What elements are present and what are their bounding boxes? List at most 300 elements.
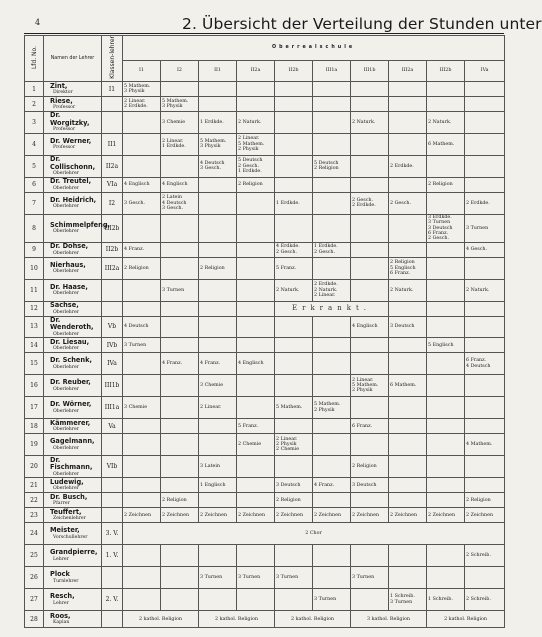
- teacher-cell: [44, 316, 102, 338]
- hours-cell: 5 Franz.: [237, 419, 275, 434]
- hours-cell: [161, 589, 199, 611]
- hours-cell: 5 Mathem. 3 Physik: [123, 82, 161, 97]
- row-number: 3: [25, 112, 44, 134]
- hours-cell: [237, 301, 275, 316]
- hours-cell: [123, 375, 161, 397]
- teacher-role: Oberlehrer: [53, 309, 79, 315]
- hours-cell: [237, 214, 275, 242]
- hours-cell: [389, 214, 427, 242]
- teacher-cell: [44, 353, 102, 375]
- teacher-cell: [44, 419, 102, 434]
- header-rule: [24, 33, 504, 34]
- table-row: [25, 257, 505, 279]
- hours-cell: [427, 242, 465, 257]
- hours-cell: 2 Religion: [199, 257, 237, 279]
- teacher-role: Oberlehrer: [53, 346, 79, 352]
- hours-cell: 4 Englisch: [351, 316, 389, 338]
- teacher-cell: [44, 456, 102, 478]
- teacher-role: Oberlehrer: [53, 408, 79, 414]
- hours-cell: [389, 82, 427, 97]
- teacher-role: Oberlehrer: [53, 269, 79, 275]
- hours-cell: [351, 589, 389, 611]
- hours-cell: 4 Mathem.: [465, 434, 505, 456]
- row-number: 14: [25, 338, 44, 353]
- table-row: [25, 338, 505, 353]
- klassenlehrer-cell: III2a: [102, 257, 123, 279]
- header-row-1: [25, 36, 505, 61]
- hours-cell: 2 Chemie: [237, 434, 275, 456]
- hours-cell: 3 Gesch.: [123, 192, 161, 214]
- hours-cell: 2 Linear. 5 Mathem. 2 Physik: [237, 133, 275, 155]
- class-header: III2b: [427, 60, 465, 82]
- hours-cell: [161, 338, 199, 353]
- hours-cell: 2 Zeichnen: [237, 508, 275, 523]
- hours-cell: 1 Schreib.: [427, 589, 465, 611]
- hours-cell: [123, 214, 161, 242]
- hours-cell: [389, 456, 427, 478]
- hours-cell: [161, 567, 199, 589]
- erkrankt-note: Erkrankt.: [275, 301, 389, 316]
- table-row: [25, 214, 505, 242]
- hours-cell: [313, 133, 351, 155]
- class-header: III1a: [313, 60, 351, 82]
- klassenlehrer-cell: Vb: [102, 316, 123, 338]
- hours-cell: 6 Franz. 4 Deutsch: [465, 353, 505, 375]
- hours-cell: [199, 177, 237, 192]
- teacher-name: Gagelmann,: [50, 437, 95, 446]
- hours-cell: [389, 112, 427, 134]
- klassenlehrer-cell: [102, 478, 123, 493]
- hours-cell: [123, 493, 161, 508]
- hours-cell: [389, 97, 427, 112]
- hours-cell: 4 Gesch.: [465, 242, 505, 257]
- teacher-cell: [44, 192, 102, 214]
- hours-cell: [237, 456, 275, 478]
- teacher-name: Dr. Treutel,: [50, 177, 92, 186]
- hours-cell: [161, 257, 199, 279]
- row-number: 22: [25, 493, 44, 508]
- hours-cell: 1 Englisch: [199, 478, 237, 493]
- hours-cell: [351, 133, 389, 155]
- hours-cell: [389, 434, 427, 456]
- hours-cell: [237, 316, 275, 338]
- hours-cell: [389, 242, 427, 257]
- hours-cell: [123, 279, 161, 301]
- hours-cell: [465, 257, 505, 279]
- hours-cell: 4 Erdkde. 2 Gesch.: [275, 242, 313, 257]
- teacher-role: Pfarrer: [53, 501, 70, 507]
- teacher-name: Dr. Heidrich,: [50, 195, 97, 204]
- class-header: I1: [123, 60, 161, 82]
- klassenlehrer-cell: [102, 611, 123, 628]
- hours-cell: 2 Zeichnen: [427, 508, 465, 523]
- table-row: [25, 353, 505, 375]
- hours-cell: [237, 397, 275, 419]
- row-number: 4: [25, 133, 44, 155]
- hours-cell: [275, 456, 313, 478]
- teacher-role: Professor: [53, 105, 76, 111]
- hours-cell: 1 Erdkde. 2 Gesch.: [313, 242, 351, 257]
- klassenlehrer-cell: 3. V.: [102, 523, 123, 545]
- hours-cell: [275, 97, 313, 112]
- hours-cell: 2 kathol. Religion: [199, 611, 275, 628]
- hours-cell: 3 Chemie: [199, 375, 237, 397]
- hours-cell: [161, 456, 199, 478]
- hours-cell: [313, 112, 351, 134]
- hours-cell: [351, 97, 389, 112]
- hours-cell: [275, 155, 313, 177]
- teacher-role: Professor: [53, 145, 76, 151]
- hours-cell: [161, 242, 199, 257]
- table-row: [25, 155, 505, 177]
- klassenlehrer-cell: [102, 567, 123, 589]
- hours-cell: [161, 316, 199, 338]
- row-number: 15: [25, 353, 44, 375]
- hours-cell: [465, 155, 505, 177]
- hours-cell: [123, 112, 161, 134]
- hours-cell: [123, 589, 161, 611]
- hours-cell: [237, 97, 275, 112]
- hours-cell: 2 Religion: [351, 456, 389, 478]
- hours-cell: [465, 397, 505, 419]
- hours-cell: 2 Religion: [123, 257, 161, 279]
- hours-cell: [313, 419, 351, 434]
- teacher-role: Oberlehrer: [53, 471, 79, 477]
- hours-cell: 5 Englisch: [427, 338, 465, 353]
- hours-cell: 2 Linear. 2 Erdkde.: [123, 97, 161, 112]
- hours-cell: [427, 375, 465, 397]
- hours-cell: [237, 545, 275, 567]
- teacher-name: Plock: [50, 570, 70, 579]
- teacher-role: Oberlehrer: [53, 427, 79, 433]
- hours-cell: 3 Turnen: [313, 589, 351, 611]
- hours-cell: 2 Zeichnen: [123, 508, 161, 523]
- table-row: [25, 545, 505, 567]
- hours-cell: 2 Erdkde.: [465, 192, 505, 214]
- row-number: 27: [25, 589, 44, 611]
- hours-cell: 3 kathol. Religion: [351, 611, 427, 628]
- hours-cell: [427, 192, 465, 214]
- hours-cell: [275, 589, 313, 611]
- hours-cell: [351, 257, 389, 279]
- page-number: 4: [35, 18, 41, 27]
- hours-cell: 2 Zeichnen: [199, 508, 237, 523]
- teacher-role: Oberlehrer: [53, 171, 79, 176]
- teacher-name: Dr. Wörner,: [50, 400, 92, 409]
- hours-cell: [389, 338, 427, 353]
- class-header: II1: [199, 60, 237, 82]
- row-number: 13: [25, 316, 44, 338]
- row-number: 2: [25, 97, 44, 112]
- hours-cell: 3 Turnen: [275, 567, 313, 589]
- hours-cell: 5 Mathem. 3 Physik: [199, 133, 237, 155]
- teacher-role: Oberlehrer: [53, 185, 79, 191]
- hours-cell: 2 Naturk.: [389, 279, 427, 301]
- teacher-cell: [44, 214, 111, 242]
- row-number: 12: [25, 301, 44, 316]
- hours-cell: [313, 97, 351, 112]
- hours-cell: [123, 155, 161, 177]
- hours-cell: 2 Religion: [161, 493, 199, 508]
- hours-cell: 2 Gesch.: [389, 192, 427, 214]
- table-row: [25, 316, 505, 338]
- table-row: [25, 192, 505, 214]
- hours-cell: 4 Franz.: [123, 242, 161, 257]
- teacher-cell: [44, 242, 102, 257]
- teacher-cell: [44, 133, 102, 155]
- hours-cell: 2 kathol. Religion: [275, 611, 351, 628]
- hours-cell: [123, 478, 161, 493]
- row-number: 8: [25, 214, 44, 242]
- teacher-role: Lehrer: [53, 556, 69, 562]
- hours-cell: [427, 397, 465, 419]
- teacher-role: Kaplan: [53, 620, 70, 626]
- table-row: [25, 456, 505, 478]
- hours-cell: [389, 567, 427, 589]
- hours-cell: [427, 257, 465, 279]
- hours-cell: 2 Religion: [427, 177, 465, 192]
- chor-cell: 2 Chor: [123, 523, 505, 545]
- hours-cell: [123, 419, 161, 434]
- teacher-name: Roos,: [50, 611, 71, 620]
- hours-cell: 2 Naturk.: [427, 112, 465, 134]
- hours-cell: [313, 567, 351, 589]
- hours-cell: [389, 545, 427, 567]
- hours-cell: 4 Franz.: [199, 353, 237, 375]
- hours-cell: [313, 214, 351, 242]
- table-row: [25, 112, 505, 134]
- teacher-role: Oberlehrer: [53, 486, 79, 492]
- hours-cell: [427, 567, 465, 589]
- hours-cell: [351, 177, 389, 192]
- hours-cell: [123, 434, 161, 456]
- hours-cell: [161, 301, 199, 316]
- hours-cell: [313, 375, 351, 397]
- teacher-cell: [44, 112, 102, 134]
- hours-cell: 2 Zeichnen: [313, 508, 351, 523]
- hours-cell: [199, 545, 237, 567]
- hours-cell: [275, 112, 313, 134]
- table-row: [25, 523, 505, 545]
- school-header: Oberrealschule: [123, 36, 505, 61]
- hours-cell: [351, 434, 389, 456]
- klassenlehrer-cell: [102, 97, 123, 112]
- row-number: 24: [25, 523, 44, 545]
- column-header-nr: Lfd. No.: [25, 36, 44, 82]
- teacher-name: Dr. Wenderoth,: [50, 315, 94, 332]
- klassenlehrer-cell: VIb: [102, 456, 123, 478]
- hours-cell: [465, 177, 505, 192]
- teacher-name: Teuffert,: [50, 507, 82, 516]
- hours-cell: 5 Mathem.: [275, 397, 313, 419]
- teacher-role: Lehrer: [53, 600, 69, 606]
- hours-cell: [465, 82, 505, 97]
- hours-cell: 2 Religion 5 Englisch 6 Franz.: [389, 257, 427, 279]
- hours-cell: [351, 82, 389, 97]
- hours-cell: [351, 397, 389, 419]
- hours-cell: [465, 456, 505, 478]
- hours-cell: [351, 353, 389, 375]
- hours-cell: [237, 478, 275, 493]
- hours-cell: 3 Turnen: [161, 279, 199, 301]
- hours-cell: [389, 493, 427, 508]
- hours-cell: [465, 419, 505, 434]
- hours-cell: 2 Erdkde. 2 Naturk. 2 Linear.: [313, 279, 351, 301]
- row-number: 25: [25, 545, 44, 567]
- table-row: [25, 97, 505, 112]
- teacher-hours-table: [24, 35, 505, 628]
- hours-cell: 3 Latein: [199, 456, 237, 478]
- hours-cell: [237, 338, 275, 353]
- klassenlehrer-cell: Va: [102, 419, 123, 434]
- klassenlehrer-cell: I2: [102, 192, 123, 214]
- hours-cell: 2 Naturk.: [237, 112, 275, 134]
- hours-cell: [275, 316, 313, 338]
- hours-cell: [351, 338, 389, 353]
- row-number: 17: [25, 397, 44, 419]
- teacher-cell: [44, 375, 102, 397]
- hours-cell: 2 Linear. 1 Erdkde.: [161, 133, 199, 155]
- hours-cell: [313, 177, 351, 192]
- hours-cell: 2 Zeichnen: [465, 508, 505, 523]
- teacher-name: Dr. Dohse,: [50, 242, 89, 251]
- hours-cell: [465, 316, 505, 338]
- teacher-cell: [44, 82, 102, 97]
- hours-cell: [199, 419, 237, 434]
- teacher-name: Kämmerer,: [50, 418, 91, 427]
- hours-cell: 3 Turnen: [123, 338, 161, 353]
- hours-cell: [237, 82, 275, 97]
- hours-cell: [123, 456, 161, 478]
- hours-cell: [199, 97, 237, 112]
- hours-cell: [427, 155, 465, 177]
- teacher-role: Turnlehrer: [53, 578, 79, 584]
- hours-cell: [275, 214, 313, 242]
- teacher-name: Ludewig,: [50, 477, 84, 486]
- teacher-cell: [44, 155, 102, 177]
- teacher-cell: [44, 611, 102, 628]
- table-row: [25, 567, 505, 589]
- teacher-role: Oberlehrer: [53, 229, 79, 235]
- row-number: 5: [25, 155, 44, 177]
- klassenlehrer-cell: II1: [102, 133, 123, 155]
- teacher-cell: [44, 508, 102, 523]
- row-number: 16: [25, 375, 44, 397]
- klassenlehrer-cell: I1: [102, 82, 123, 97]
- hours-cell: [275, 133, 313, 155]
- hours-cell: [199, 493, 237, 508]
- hours-cell: [275, 338, 313, 353]
- hours-cell: [161, 434, 199, 456]
- class-header: II2a: [237, 60, 275, 82]
- teacher-name: Dr. Werner,: [50, 136, 92, 145]
- hours-cell: 1 Erdkde.: [275, 192, 313, 214]
- teacher-name: Dr. Reuber,: [50, 378, 91, 387]
- hours-cell: [427, 478, 465, 493]
- row-number: 26: [25, 567, 44, 589]
- hours-cell: [313, 338, 351, 353]
- hours-cell: [427, 434, 465, 456]
- teacher-cell: [44, 338, 102, 353]
- teacher-name: Nierhaus,: [50, 260, 86, 269]
- hours-cell: [313, 192, 351, 214]
- hours-cell: [427, 301, 465, 316]
- hours-cell: [351, 155, 389, 177]
- teacher-cell: [44, 279, 102, 301]
- hours-cell: 6 Mathem.: [389, 375, 427, 397]
- hours-cell: 4 Englisch: [237, 353, 275, 375]
- hours-cell: [161, 214, 199, 242]
- hours-cell: 5 Franz.: [275, 257, 313, 279]
- class-header: III2a: [389, 60, 427, 82]
- hours-cell: 3 Deutsch: [351, 478, 389, 493]
- hours-cell: [199, 242, 237, 257]
- hours-cell: [313, 353, 351, 375]
- teacher-name: Meister,: [50, 526, 80, 535]
- hours-cell: [427, 545, 465, 567]
- hours-cell: [237, 375, 275, 397]
- hours-cell: 2 Naturk.: [351, 112, 389, 134]
- hours-cell: [427, 353, 465, 375]
- row-number: 23: [25, 508, 44, 523]
- teacher-cell: [44, 567, 102, 589]
- hours-cell: 3 Deutsch: [389, 316, 427, 338]
- hours-cell: [275, 177, 313, 192]
- hours-cell: [465, 567, 505, 589]
- table-row: [25, 133, 505, 155]
- hours-cell: 3 Deutsch: [275, 478, 313, 493]
- teacher-role: Zeichenlehrer: [53, 516, 86, 522]
- hours-cell: [199, 82, 237, 97]
- teacher-cell: [44, 301, 102, 316]
- hours-cell: [199, 279, 237, 301]
- teacher-role: Oberlehrer: [53, 204, 79, 210]
- row-number: 11: [25, 279, 44, 301]
- row-number: 7: [25, 192, 44, 214]
- row-number: 18: [25, 419, 44, 434]
- teacher-name: Zint,: [50, 81, 68, 90]
- table-row: [25, 478, 505, 493]
- hours-cell: [237, 493, 275, 508]
- hours-cell: 2 kathol. Religion: [427, 611, 505, 628]
- table-row: [25, 301, 505, 316]
- teacher-cell: [44, 397, 102, 419]
- hours-cell: [123, 301, 161, 316]
- klassenlehrer-cell: [102, 434, 123, 456]
- hours-cell: [123, 133, 161, 155]
- klassenlehrer-cell: [102, 508, 123, 523]
- hours-cell: 2 Zeichnen: [275, 508, 313, 523]
- hours-cell: 2 Religion: [275, 493, 313, 508]
- klassenlehrer-cell: [102, 279, 123, 301]
- teacher-name: Dr. Collischonn,: [50, 155, 96, 171]
- hours-cell: [465, 133, 505, 155]
- hours-cell: [161, 155, 199, 177]
- table-row: [25, 493, 505, 508]
- class-header: II2b: [275, 60, 313, 82]
- hours-cell: 2 Linear. 2 Physik 2 Chemie: [275, 434, 313, 456]
- hours-cell: 5 Deutsch 2 Religion: [313, 155, 351, 177]
- hours-cell: 2 Zeichnen: [161, 508, 199, 523]
- hours-cell: 2 Religion: [465, 493, 505, 508]
- hours-cell: [427, 82, 465, 97]
- teacher-name: Grandpierre,: [50, 548, 98, 557]
- hours-cell: 3 Chemie: [161, 112, 199, 134]
- class-header: I2: [161, 60, 199, 82]
- table-row: [25, 242, 505, 257]
- hours-cell: [313, 257, 351, 279]
- hours-cell: [351, 214, 389, 242]
